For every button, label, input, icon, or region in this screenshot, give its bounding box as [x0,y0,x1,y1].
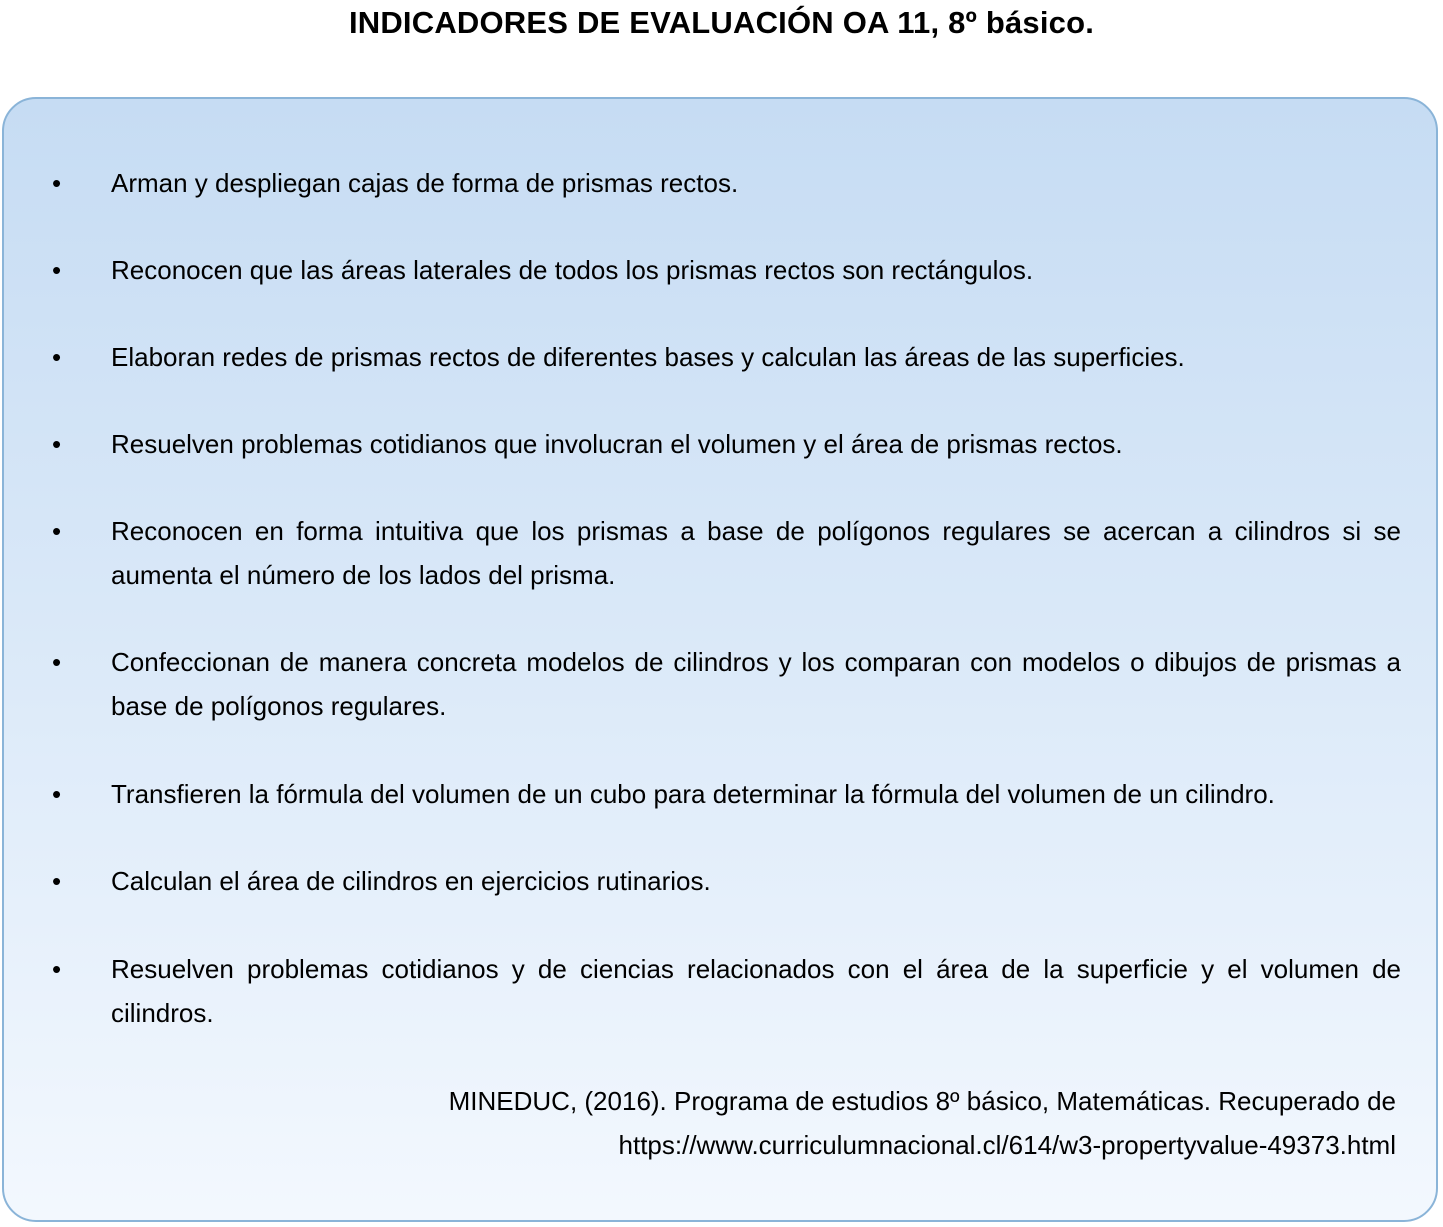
bullet-icon: • [52,516,62,546]
indicator-text: Resuelven problemas cotidianos que involucran el volumen y el área de prismas rectos. [111,429,1123,459]
citation-url: https://www.curriculumnacional.cl/614/w3-propertyvalue-49373.html [618,1130,1396,1160]
bullet-icon: • [52,954,62,984]
indicator-text: Calculan el área de cilindros en ejercicios rutinarios. [111,866,711,896]
bullet-icon: • [52,255,62,285]
bullet-icon: • [52,866,62,896]
indicator-text: Resuelven problemas cotidianos y de ciencias relacionados con el área de la superficie y el volumen de cilindros. [111,954,1401,1028]
source-citation [449,1079,1396,1167]
indicator-text: Transfieren la fórmula del volumen de un cubo para determinar la fórmula del volumen de un cilindro. [111,779,1275,809]
bullet-icon: • [52,429,62,459]
page-title: INDICADORES DE EVALUACIÓN OA 11, 8º básico. [348,5,1095,40]
bullet-icon: • [52,342,62,372]
bullet-icon: • [52,168,62,198]
indicator-text: Reconocen en forma intuitiva que los prismas a base de polígonos regulares se acercan a cilindros si se aumenta el número de los lados del prisma. [111,516,1401,590]
indicator-text: Confeccionan de manera concreta modelos de cilindros y los comparan con modelos o dibujos de prismas a base de polígonos regulares. [111,647,1401,721]
indicator-text: Arman y despliegan cajas de forma de prismas rectos. [111,168,739,198]
bullet-icon: • [52,647,62,677]
indicator-text: Elaboran redes de prismas rectos de diferentes bases y calculan las áreas de las superficies. [111,342,1185,372]
citation-line: MINEDUC, (2016). Programa de estudios 8º básico, Matemáticas. Recuperado de [448,1086,1396,1116]
bullet-icon: • [52,779,62,809]
indicator-text: Reconocen que las áreas laterales de todos los prismas rectos son rectángulos. [111,255,1034,285]
indicators-panel [2,97,1438,1222]
